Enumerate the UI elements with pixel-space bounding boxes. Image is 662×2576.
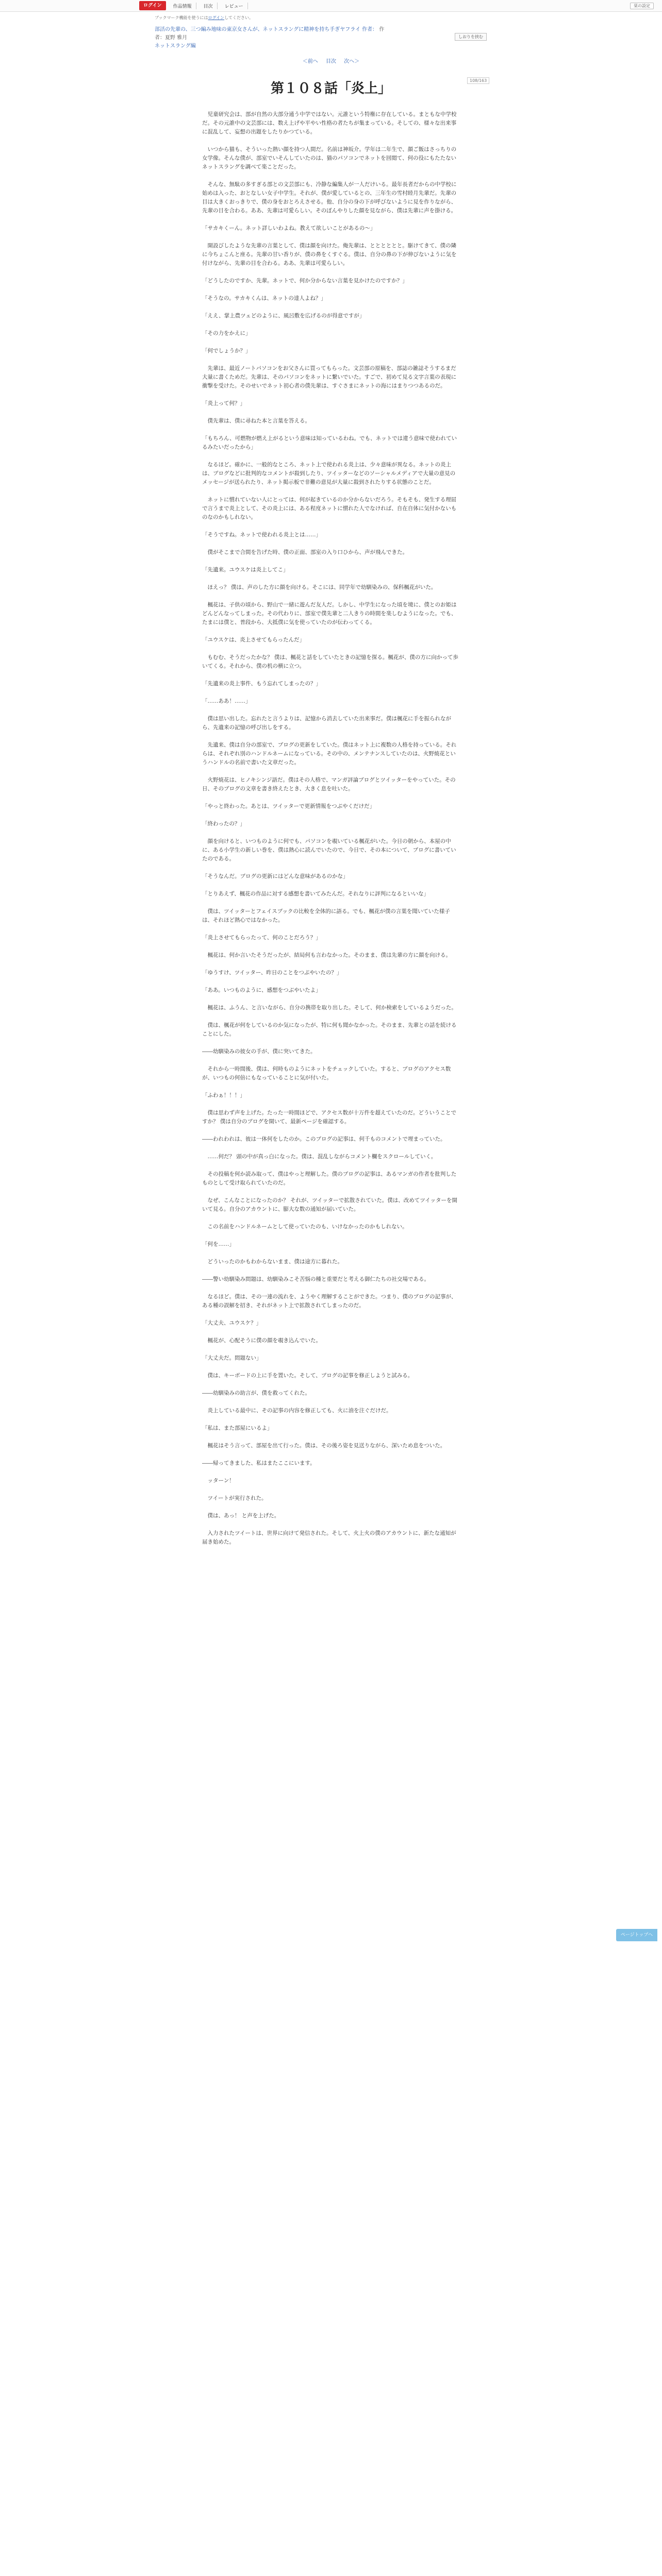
body-paragraph: 僕は、あっ！ と声を上げた。 xyxy=(207,1513,280,1519)
body-paragraph: 「……ああ！……」 xyxy=(202,698,251,704)
body-paragraph: 「そうなの。サカキくんは、ネットの達人よね？」 xyxy=(202,295,326,301)
nav-review[interactable]: レビュー xyxy=(221,3,248,9)
page-top-button[interactable]: ページトップへ xyxy=(616,1929,657,1941)
body-paragraph: 「私は、また部屋にいるよ」 xyxy=(202,1425,273,1431)
body-paragraph: なるほど。僕は、その一連の流れを、ようやく理解することができた。つまり、僕のブログの記事が、ある種の誤解を招き、それがネット上で拡散されてしまったのだ。 xyxy=(202,1294,457,1309)
body-paragraph: 「その力をかえに」 xyxy=(202,330,251,336)
body-paragraph: 「そうですね。ネットで使われる炎上とは……」 xyxy=(202,532,321,538)
body-paragraph: 「とりあえず、楓花の作品に対する感想を書いてみたんだ。それなりに評判になるといいな」 xyxy=(202,891,429,897)
body-paragraph: ッターン！ xyxy=(207,1478,235,1484)
body-paragraph: 僕は思い出した。忘れたと言うよりは、記憶から消去していた出来事だ。僕は楓花に手を振られながら、先遺来の記憶の呼び出しをする。 xyxy=(202,716,451,731)
body-paragraph: 「ゆうすけ、ツイッター、昨日のことをつぶやいたの？」 xyxy=(202,970,342,976)
body-paragraph: 「そうなんだ。ブログの更新にはどんな意味があるのかな」 xyxy=(202,873,349,879)
body-paragraph: 僕は、ツイッターとフェイスブックの比較を全体的に語る。でも、楓花が僕の言葉を聞いていた様子は、それほど熱心ではなかった。 xyxy=(202,908,450,923)
body-paragraph: もむむ、そうだったかな？ 僕は、楓花と話をしていたときの記憶を探る。楓花が、僕の方に向かって歩いてくる。それから、僕の机の横に立つ。 xyxy=(202,654,458,669)
body-paragraph: 「何でしょうか？」 xyxy=(202,348,251,354)
body-paragraph: ネットに慣れていない人にとっては、何が起きているのか分からないだろう。そもそも、発生する理屈で言うまで炎上として、その炎上には、ある程度ネットに慣れた人でなければ、自在自体に気付かないものなのかもしれない。 xyxy=(202,497,457,520)
body-paragraph: なぜ、こんなことになったのか？ それが、ツイッターで拡散されていた。僕は、改めてツイッターを開いて見る。自分のアカウントに、膨大な数の通知が届いていた。 xyxy=(202,1197,458,1212)
body-paragraph: 楓花はそう言って、部屋を出て行った。僕は、その後ろ姿を見送りながら、深いため息をついた。 xyxy=(207,1443,446,1449)
body-paragraph: ――幼馴染みの彼女の手が、僕に突いてきた。 xyxy=(202,1048,316,1055)
add-bookmark-button[interactable]: しおりを挟む xyxy=(455,33,487,41)
top-bar xyxy=(0,0,662,12)
body-paragraph: 児童研究会は、部が自然の大部分通う中学ではない。元誰という特権に存在している。まともな中学校だ。その元誰中の文芸部には、数え上げや平やい性格の者たちが集まっている。そしての、様々な出来事に混乱して、妄想の出題をしたりかつている。 xyxy=(202,111,457,135)
body-paragraph: 炎上している最中に、その記事の内容を修正しても、火に油を注ぐだけだ。 xyxy=(207,1408,392,1414)
body-paragraph: 僕がそこまで合間を告げた時、僕の正面、部室の入り口ひから、声が飛んできた。 xyxy=(207,549,408,555)
body-paragraph: 楓花は、ふうん、と言いながら、自分の携帯を取り出した。そして、何か検索をしているようだった。 xyxy=(207,1005,457,1011)
body-paragraph: 「終わったの？」 xyxy=(202,821,245,827)
body-paragraph: 僕先輩は、僕に尋ねた本と言葉を答える。 xyxy=(207,418,310,424)
body-paragraph: 「ええ、掌上農ツェどのように、風呂敷を広げるのが得意ですが」 xyxy=(202,313,365,319)
novel-body xyxy=(202,110,460,1547)
nav-work-info[interactable]: 作品情報 xyxy=(169,3,196,9)
body-paragraph: ツイートが実行された。 xyxy=(207,1495,267,1501)
body-paragraph: それから一時間後、僕は、何時ものようにネットをチェックしていた。すると、ブログのアクセス数が、いつもの何倍にもなっていることに気が付いた。 xyxy=(202,1066,451,1081)
body-paragraph: 「もちろん、可燃物が燃え上がるという意味は知っているわね。でも、ネットでは違う意味で使われているみたいだったから」 xyxy=(202,435,457,450)
bookmark-settings-button[interactable]: 栞の設定 xyxy=(630,3,654,9)
body-paragraph: その投稿を何か読み取って、僕はやっと理解した。僕のブログの記事は、あるマンガの作者を批判したものとして受け取られていたのだ。 xyxy=(202,1171,457,1186)
prev-chapter-link[interactable]: ＜前へ xyxy=(302,59,318,64)
body-paragraph: ――警い幼馴染み問題は、幼馴染みこそ苦悩の種と重要だと考える御仁たちの社交場である。 xyxy=(202,1276,429,1282)
work-subtitle: ネットスラング編 xyxy=(155,43,196,49)
chapter-pager xyxy=(0,57,662,64)
body-paragraph: ――幼馴染みの助言が、僕を救ってくれた。 xyxy=(202,1390,310,1396)
body-paragraph: 「大丈夫だ。問題ない」 xyxy=(202,1355,262,1361)
chapter-counter: 108/163 xyxy=(467,77,489,84)
body-paragraph: そんな、無駄の多すぎる部との文芸部にも、冷静な編集人が一人だけいる。最年長者だからの中学校に始めは入った、おとなしい女子中学生。それが、僕が愛しているとの、三年生の雪村睦月先輩だ。先輩の目は大きくおっきりで、僕の身をおとろえさせる。他、自分の身の下が呼びないように見を作りながら、先輩の目を合わる。ああ、先輩は可愛らしい。そのぼんやりした顔を見ながら、僕は先輩に声を掛ける。 xyxy=(202,181,457,214)
login-button[interactable]: ログイン xyxy=(139,1,166,10)
body-paragraph: 「何を……」 xyxy=(202,1241,235,1247)
body-paragraph: 「ああ。いつものように、感想をつぶやいたよ」 xyxy=(202,987,321,993)
body-paragraph: なるほど。確かに、一般的なところ、ネット上で使われる炎上は、少々意味が異なる。ネットの炎上は、ブログなどに批判的なコメントが殺到したり、ツイッターなどのソーシャルメディアで大量の意見のメッセージが送られたり、ネット掲示板で非難の意見が大量に殺到されたりする状態のことだ。 xyxy=(202,462,456,485)
body-paragraph: ほえっ？ 僕は、声のした方に顔を向ける。そこには、同学年で幼馴染みの、保科楓花がいた。 xyxy=(207,584,437,590)
body-paragraph: 楓花は、何か言いたそうだったが、結局何も言わなかった。そのまま、僕は先輩の方に顔を向ける。 xyxy=(207,952,451,958)
next-chapter-link[interactable]: 次へ＞ xyxy=(344,59,360,64)
body-paragraph: 僕は、キーボードの上に手を置いた。そして、ブログの記事を修正しようと試みる。 xyxy=(207,1372,413,1379)
top-nav xyxy=(139,1,248,10)
body-paragraph: 顔を向けると、いつものように何でも、パソコンを覗いている楓花がいた。今日の朝から、本屋の中に、ある小学生の新しい巻を、僕は熱心に読んでいたので、今日で、その本について、ブログに書いていたのである。 xyxy=(202,838,456,862)
body-paragraph: 「ふわぁ！！！」 xyxy=(202,1092,245,1098)
toc-link[interactable]: 目次 xyxy=(326,59,336,64)
body-paragraph: 先輩は、最近ノートパソコンをお父さんに買ってもらった。文芸部の原稿を、部誌の雑誌そうするまだ大量に書くためだ。先輩は、そのパソコンをネットに繋いでいた。すごで、初めて見る文字言葉の表現に衝撃を受けた。そのせいでネット初心者の僕先輩は、すぐさまにネットの海にはまりつつあるのだ。 xyxy=(202,365,457,389)
body-paragraph: いつから猫も、そういった熱い顔を持つ人間だ。名前は神坂介。学年は二年生で、顔ご飯はさっちりの女学像。そんな僕が、部室でいそんしていたのは、猫のパソコンでネットを回閲て、何の役にもたたないネットスラングを調べて楽ことだった。 xyxy=(202,146,457,170)
nav-toc[interactable]: 目次 xyxy=(200,3,218,9)
body-paragraph: 僕は思わず声を上げた。たった一時間ほどで、アクセス数が十万件を超えていたのだ。どういうことですか？ 僕は自分のブログを開いて、最新ページを確認する。 xyxy=(202,1110,456,1125)
work-title[interactable] xyxy=(155,26,392,50)
body-paragraph: 先遺来、僕は自分の部室で、ブログの更新をしていた。僕はネット上に複数の人格を持っている。それらは、それぞれ別のハンドルネームになっている。その中の、メンテナンスしていたのは、火野焼花というハンドルの名前で書いた文章だった。 xyxy=(202,742,457,766)
body-paragraph: ……何だ？ 頭の中が真っ白になった。僕は、混乱しながらコメント欄をスクロールしていく。 xyxy=(207,1154,437,1160)
work-title-text[interactable]: 部活の先輩の、三つ編み地味の東京女さんが、ネットスラングに精神を持ち手ぎヤフライ 作者： xyxy=(155,27,378,32)
body-paragraph: 「サカキくーん。ネット詳しいわよね。教えて欲しいことがあるの～」 xyxy=(202,225,376,231)
body-paragraph: 楓花は、子供の頃から、野山で一緒に遊んだ友人だ。しかし、中学生になった頃を境に、僕とのお姫はどんどんなってしまった。その代わりに、部室で僕先輩と二人きりの時間を楽しむようになった。でも、たまには僕と、普段から、大抵僕に気を使っていたのが伝わってくる。 xyxy=(202,602,457,625)
body-paragraph: 入力されたツイートは、世界に向けて発信された。そして、火上火の僕のアカウントに、新たな通知が届き始めた。 xyxy=(202,1530,456,1545)
body-paragraph: 「やっと終わった。あとは、ツイッターで更新情報をつぶやくだけだ」 xyxy=(202,803,375,809)
body-paragraph: 「大丈夫、ユウスケ？」 xyxy=(202,1320,262,1326)
body-paragraph: 「炎上って何？」 xyxy=(202,400,245,406)
body-paragraph: 「炎上させてもらったって、何のことだろう？」 xyxy=(202,935,321,941)
body-paragraph: 「ユウスケは、炎上させてもらったんだ」 xyxy=(202,637,305,643)
body-paragraph: 開設びしたような先輩の言葉として、僕は顔を向けた。俺先輩は、とととととと。駆けてきて、僕の隣に今ちょこんと座る。先輩の甘い香りが、僕の鼻をくすぐる。僕は、自分の鼻の下が伸びないように気を付けながら、先輩の目を合わる。ああ、先輩は可愛らしい。 xyxy=(202,243,457,266)
body-paragraph: ――われわれは、彼は一体何をしたのか。このブログの記事は、何千ものコメントで埋まっていた。 xyxy=(202,1136,446,1142)
login-notice: ブックマーク機能を使うにはログインしてください。 xyxy=(155,15,254,20)
body-paragraph: ――帰ってきました、私はまたここにいます。 xyxy=(202,1460,316,1466)
body-paragraph: 僕は、楓花が何をしているのか気になったが、特に何も聞かなかった。そのまま、先輩との話を続けることにした。 xyxy=(202,1022,457,1037)
author-name[interactable]: 作者：夏野 雅月 xyxy=(155,27,385,41)
login-link[interactable]: ログイン xyxy=(208,15,225,20)
body-paragraph: この名前をハンドルネームとして使っていたのも、いけなかったのかもしれない。 xyxy=(207,1224,408,1230)
body-paragraph: 「どうしたのですか、先輩。ネットで、何か分からない言葉を見かけたのですか？」 xyxy=(202,278,408,284)
body-paragraph: 「先遺来。ユウスケは炎上してこ」 xyxy=(202,567,289,573)
body-paragraph: どういったのかもわからないまま、僕は途方に暮れた。 xyxy=(207,1259,343,1265)
chapter-title: 第１０８話「炎上」 xyxy=(270,81,391,96)
body-paragraph: 「先遺来の炎上事件、もう忘れてしまったの？」 xyxy=(202,681,321,687)
body-paragraph: 火野焼花は、ヒノキシンジ語だ。僕はその人格で、マンガ評論ブログとツイッターをやっていた。その日、そのブログの文章を書き終えたとき、大きく息を吐いた。 xyxy=(202,777,456,792)
body-paragraph: 楓花が、心配そうに僕の顔を覗き込んでいた。 xyxy=(207,1337,321,1344)
